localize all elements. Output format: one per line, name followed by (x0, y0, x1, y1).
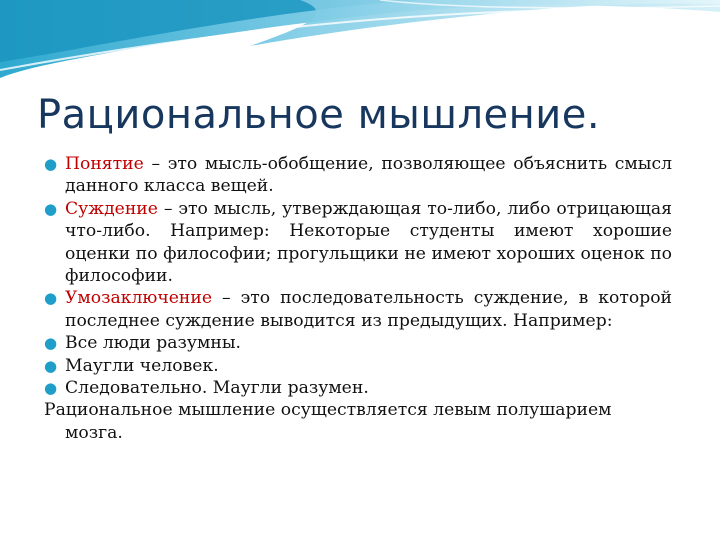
decorative-wave-header (0, 0, 720, 100)
bullet-icon: ● (44, 356, 58, 375)
item-text: Все люди разумны. (65, 333, 241, 354)
bullet-icon: ● (44, 379, 58, 398)
bullet-item-conclusion (44, 377, 672, 399)
bullet-item-premise-2 (44, 355, 672, 377)
bullet-item-judgment (44, 198, 672, 288)
slide-body (44, 153, 672, 444)
item-text: – это последовательность суждение, в которой последнее суждение выводится из предыдущих. Например: (65, 288, 672, 331)
item-text: – это мысль, утверждающая то-либо, либо отрицающая что-либо. Например: Некоторые студенты имеют хорошие оценки по философии; прогульщики не имеют хороших оценок по философии. (65, 198, 672, 287)
closing-paragraph (44, 399, 672, 444)
term-judgment: Суждение (65, 198, 158, 219)
bullet-item-inference (44, 287, 672, 332)
item-text: – это мысль-обобщение, позволяющее объяснить смысл данного класса вещей. (65, 154, 672, 197)
bullet-item-concept (44, 153, 672, 198)
closing-line-1: Рациональное мышление осуществляется левым полушарием (44, 400, 612, 421)
slide-title: Рациональное мышление. (37, 92, 601, 138)
bullet-icon: ● (44, 289, 58, 308)
item-text: Маугли человек. (65, 355, 219, 376)
bullet-icon: ● (44, 334, 58, 353)
bullet-item-premise-1 (44, 332, 672, 354)
closing-line-2: мозга. (65, 422, 123, 443)
bullet-icon: ● (44, 155, 58, 173)
term-inference: Умозаключение (65, 288, 213, 309)
bullet-icon: ● (44, 199, 58, 218)
item-text: Следовательно. Маугли разумен. (65, 378, 369, 399)
term-concept: Понятие (65, 154, 144, 174)
